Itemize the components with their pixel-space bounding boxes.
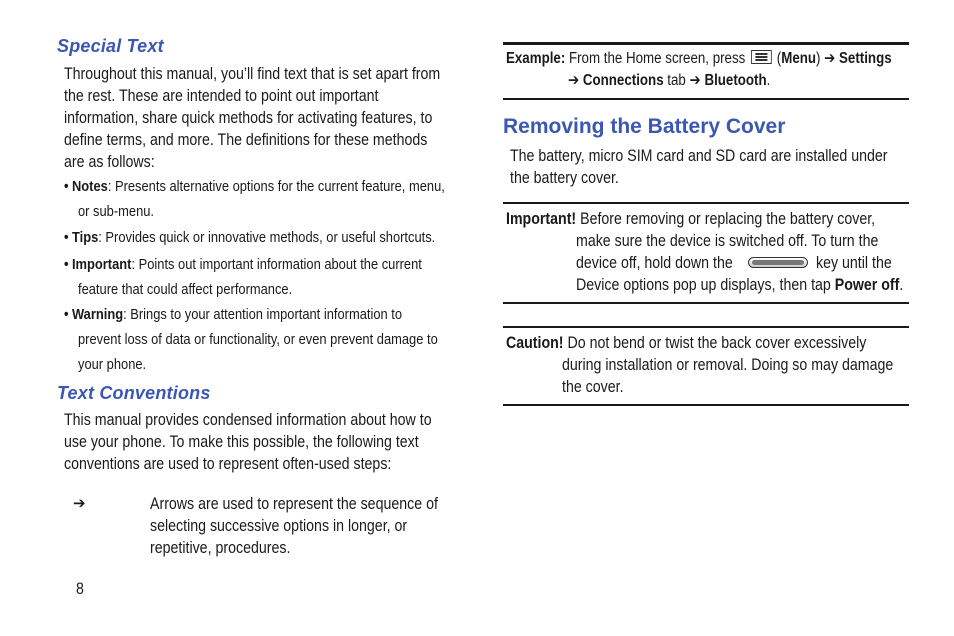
important-text-cont: key until the	[816, 254, 892, 272]
important-text: .	[899, 276, 904, 294]
bullet-important	[64, 252, 480, 302]
intro-line: This manual provides condensed information about how to	[64, 411, 432, 429]
bullet-warning	[64, 302, 496, 377]
caution-label: Caution!	[506, 334, 564, 352]
menu-label: Menu	[781, 50, 817, 67]
intro-line: the rest. These are intended to point out important	[64, 87, 379, 105]
bullet-notes	[64, 174, 507, 224]
example-text: )	[816, 50, 825, 67]
bullet-icon: •	[64, 256, 69, 273]
bullet-term: Tips	[71, 229, 99, 246]
caution-bottom-rule	[503, 404, 909, 406]
example-box	[506, 48, 954, 92]
arrow-description	[150, 493, 485, 559]
important-label: Important!	[506, 210, 577, 228]
important-text: Before removing or replacing the battery cover,	[576, 210, 876, 228]
bullet-text: : Presents alternative options for the current feature, menu,	[107, 178, 445, 195]
example-bottom-rule	[503, 98, 909, 100]
desc-line: Arrows are used to represent the sequence of	[150, 495, 438, 513]
bullet-text: : Points out important information about the current	[131, 256, 422, 273]
important-text: make sure the device is switched off. To turn the	[576, 232, 879, 250]
example-text: tab	[663, 72, 690, 89]
bullet-text: : Provides quick or innovative methods, or useful shortcuts.	[98, 229, 436, 246]
important-text: Device options pop up displays, then tap	[576, 276, 835, 294]
important-text: device off, hold down the	[576, 254, 733, 272]
example-label: Example:	[506, 50, 566, 67]
arrow-icon: ➔	[73, 495, 86, 512]
bullet-text: feature that could affect performance.	[78, 281, 293, 298]
caution-text: the cover.	[562, 378, 624, 396]
body-line: The battery, micro SIM card and SD card are installed under	[510, 147, 888, 165]
intro-line: conventions are used to represent often-used steps:	[64, 455, 392, 473]
power-key-icon	[748, 257, 808, 268]
intro-line: Throughout this manual, you’ll find text that is set apart from	[64, 65, 441, 83]
desc-line: selecting successive options in longer, or	[150, 517, 408, 535]
settings-label: Settings	[835, 50, 892, 67]
bullet-icon: •	[64, 306, 69, 323]
intro-line: information, share quick methods for activating features, to	[64, 109, 433, 127]
bullet-text: : Brings to your attention important information to	[123, 306, 403, 323]
bluetooth-label: Bluetooth	[700, 72, 767, 89]
arrow-icon: ➔	[568, 72, 580, 89]
example-text: .	[766, 72, 771, 89]
example-text: (	[773, 50, 782, 67]
bullet-text: your phone.	[78, 356, 147, 373]
bullet-term: Notes	[71, 178, 108, 195]
body-line: the battery cover.	[510, 169, 619, 187]
connections-label: Connections	[579, 72, 664, 89]
bullet-icon: •	[64, 178, 69, 195]
caution-top-rule	[503, 326, 909, 328]
example-top-rule	[503, 42, 909, 45]
page-number: 8	[76, 580, 84, 598]
arrow-icon: ➔	[824, 50, 836, 67]
menu-icon	[751, 50, 772, 64]
important-top-rule	[503, 202, 909, 204]
important-bottom-rule	[503, 302, 909, 304]
intro-line: use your phone. To make this possible, the following text	[64, 433, 419, 451]
desc-line: repetitive, procedures.	[150, 539, 291, 557]
bullet-term: Important	[71, 256, 132, 273]
arrow-icon: ➔	[689, 72, 701, 89]
special-text-heading: Special Text	[57, 36, 164, 56]
bullet-text: or sub-menu.	[78, 203, 155, 220]
battery-heading: Removing the Battery Cover	[503, 115, 786, 138]
text-conventions-intro	[64, 409, 491, 475]
bullet-text: prevent loss of data or functionality, or even prevent damage to	[78, 331, 438, 348]
intro-line: define terms, and more. The definitions for these methods	[64, 131, 428, 149]
battery-body	[510, 145, 949, 189]
caution-text: Do not bend or twist the back cover excessively	[563, 334, 867, 352]
bullet-tips	[64, 225, 496, 250]
caution-text: during installation or removal. Doing so may damage	[562, 356, 894, 374]
bullet-icon: •	[64, 229, 69, 246]
text-conventions-heading: Text Conventions	[57, 383, 211, 403]
caution-box	[506, 332, 947, 398]
special-text-intro	[64, 63, 501, 173]
example-text: From the Home screen, press	[565, 50, 749, 67]
bullet-term: Warning	[71, 306, 124, 323]
intro-line: are as follows:	[64, 153, 155, 171]
power-off-label: Power off	[834, 276, 900, 294]
